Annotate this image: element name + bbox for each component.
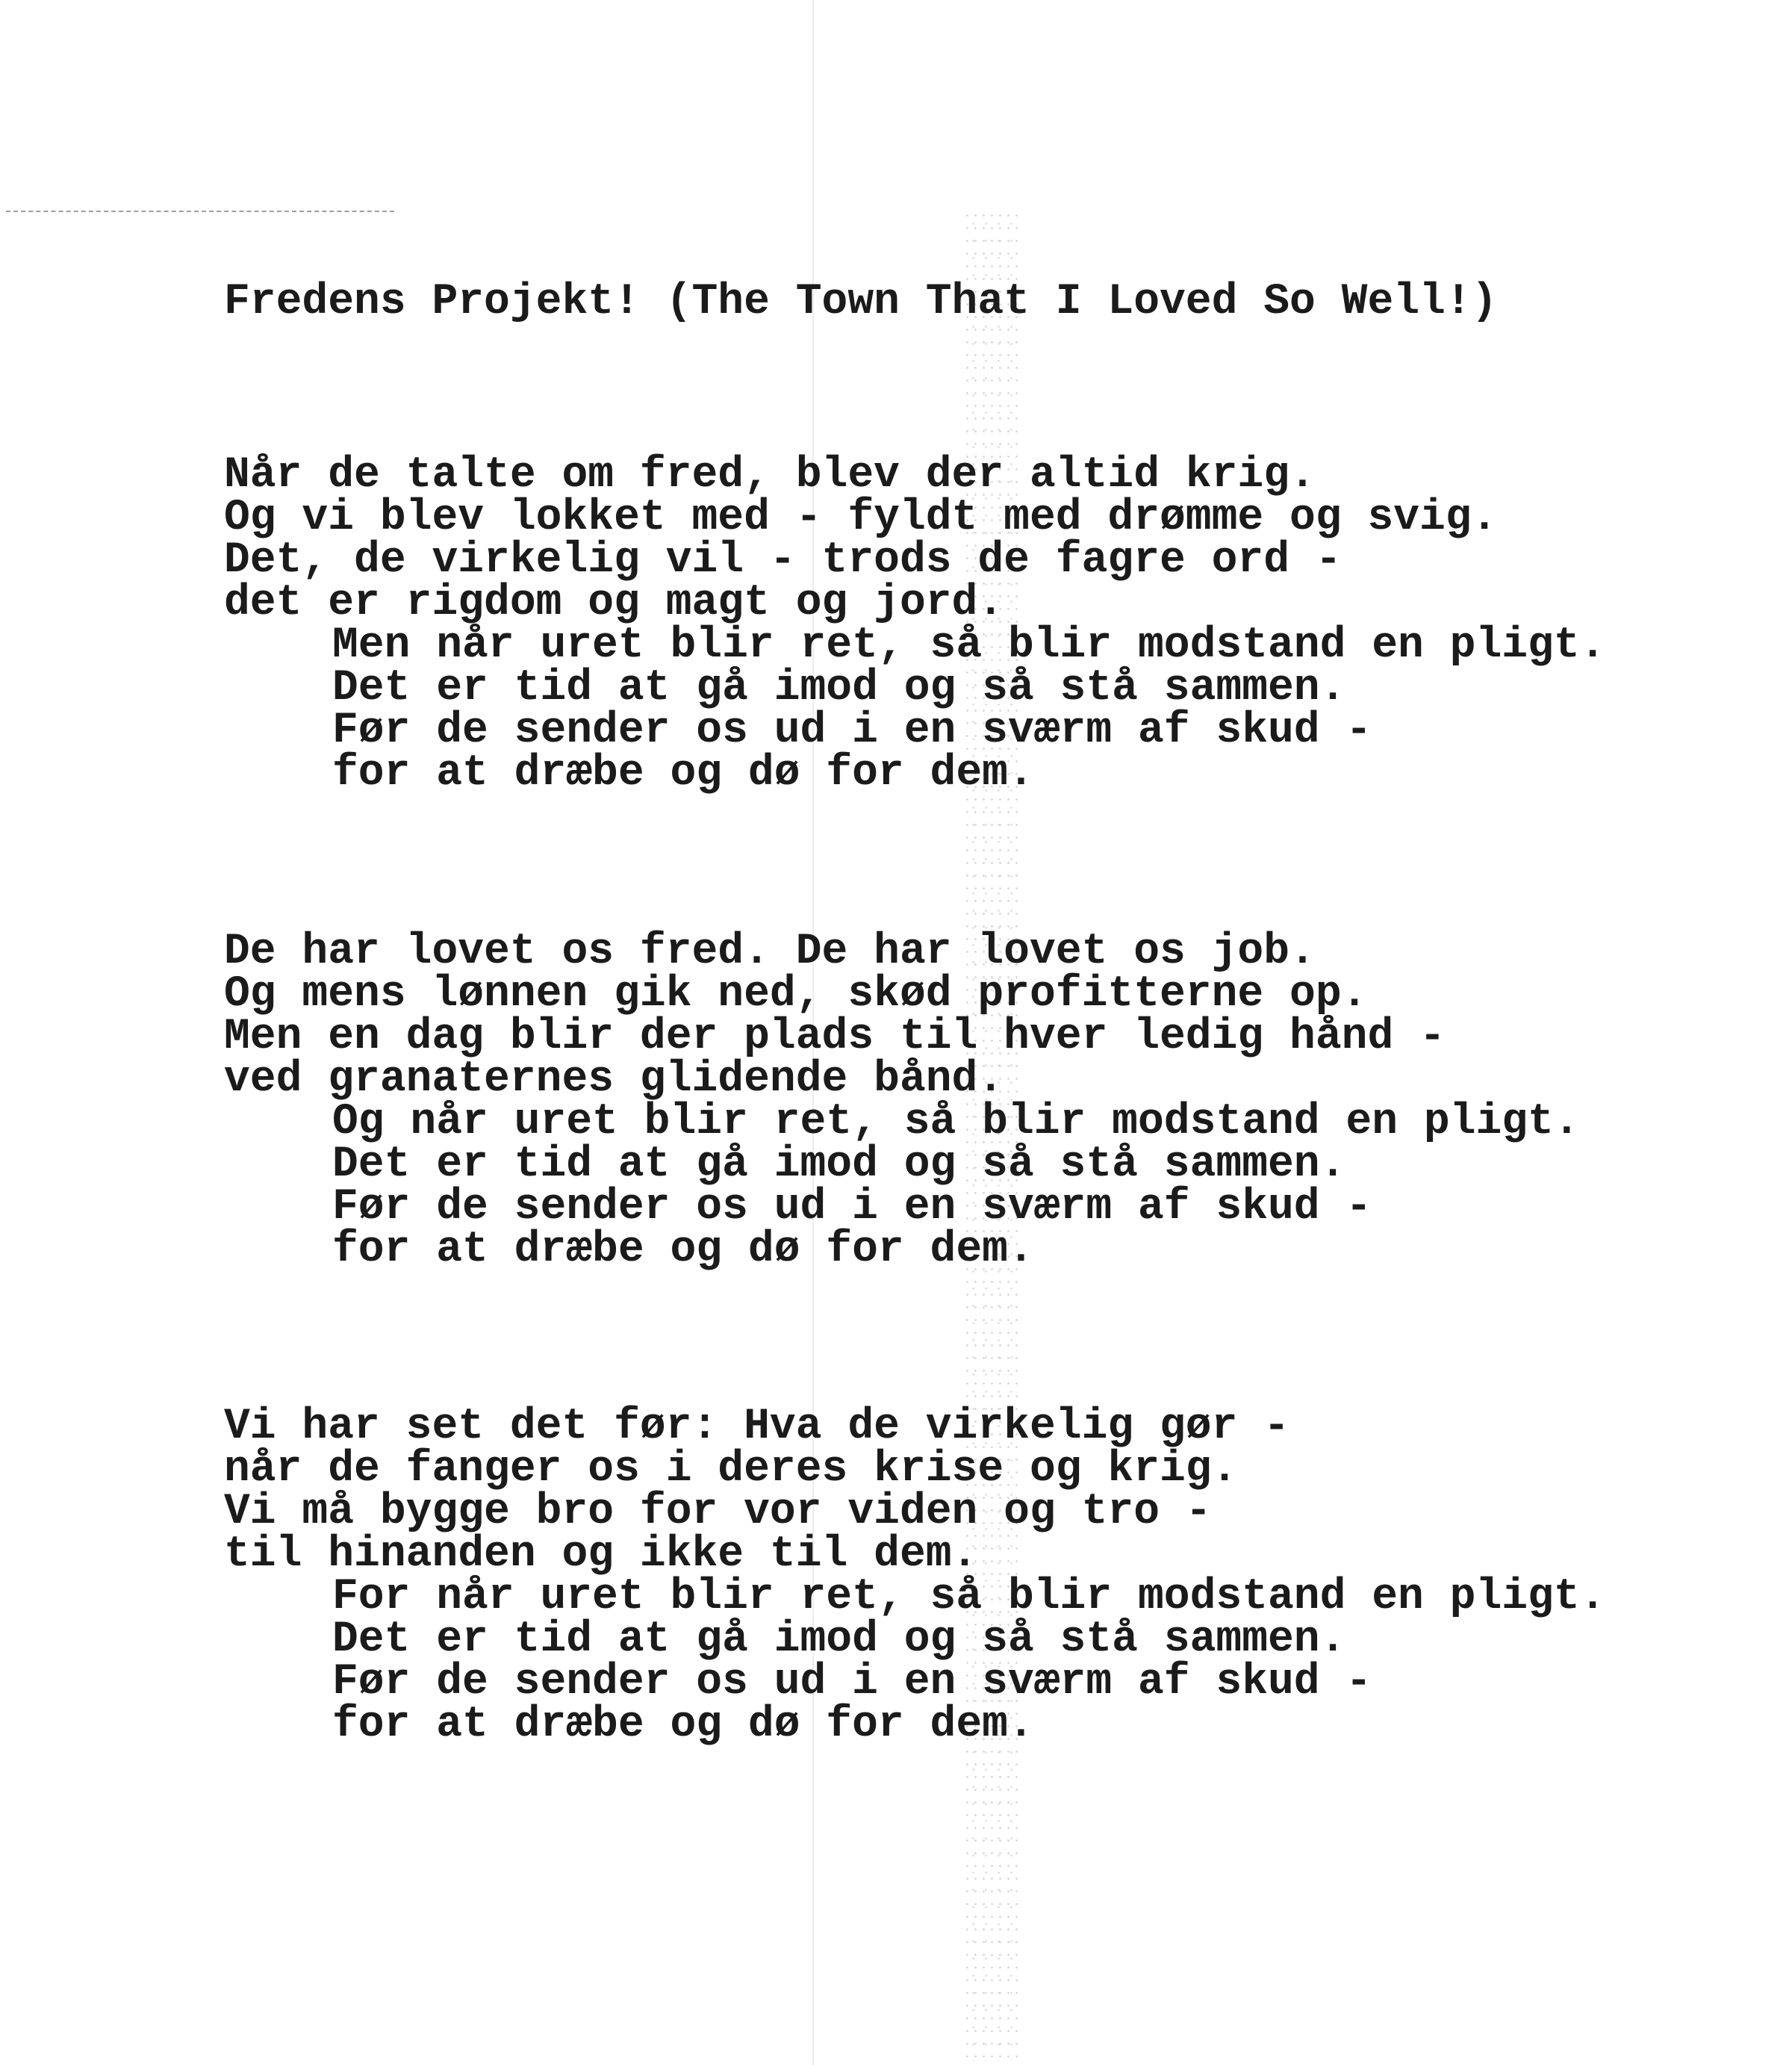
refrain-line: Før de sender os ud i en sværm af skud -	[332, 707, 1372, 755]
verse-line: ved granaternes glidende bånd.	[224, 1055, 1004, 1104]
stanza-1	[224, 451, 1606, 798]
refrain-line: Og når uret blir ret, så blir modstand en pligt.	[332, 1098, 1580, 1146]
verse-line: Det, de virkelig vil - trods de fagre ord -	[224, 536, 1342, 585]
refrain-line: Men når uret blir ret, så blir modstand en pligt.	[332, 621, 1606, 670]
refrain-line: Før de sender os ud i en sværm af skud -	[332, 1183, 1372, 1232]
refrain-line: Før de sender os ud i en sværm af skud -	[332, 1658, 1372, 1707]
verse-line: Når de talte om fred, blev der altid krig.	[224, 451, 1316, 500]
scan-edge-mark	[6, 211, 394, 212]
verse-line: når de fanger os i deres krise og krig.	[224, 1445, 1238, 1494]
verse-line: De har lovet os fred. De har lovet os job.	[224, 928, 1316, 976]
refrain-line: For når uret blir ret, så blir modstand en pligt.	[332, 1573, 1606, 1621]
verse-line: det er rigdom og magt og jord.	[224, 579, 1004, 627]
verse-line: Og mens lønnen gik ned, skød profitterne op.	[224, 970, 1368, 1019]
verse-line: Vi har set det før: Hva de virkelig gør -	[224, 1403, 1290, 1451]
refrain-line: Det er tid at gå imod og så stå sammen.	[332, 664, 1346, 712]
refrain-line: Det er tid at gå imod og så stå sammen.	[332, 1140, 1346, 1189]
refrain-line: for at dræbe og dø for dem.	[332, 1226, 1034, 1274]
refrain-line: for at dræbe og dø for dem.	[332, 749, 1034, 798]
song-title: Fredens Projekt! (The Town That I Loved So Well!)	[224, 278, 1498, 326]
verse-line: Og vi blev lokket med - fyldt med drømme og svig.	[224, 494, 1498, 542]
verse-line: til hinanden og ikke til dem.	[224, 1530, 978, 1579]
refrain-line: Det er tid at gå imod og så stå sammen.	[332, 1615, 1346, 1664]
stanza-2	[224, 928, 1580, 1274]
verse-line: Men en dag blir der plads til hver ledig hånd -	[224, 1013, 1446, 1061]
stanza-3	[224, 1403, 1606, 1749]
refrain-line: for at dræbe og dø for dem.	[332, 1701, 1034, 1749]
verse-line: Vi må bygge bro for vor viden og tro -	[224, 1488, 1212, 1536]
